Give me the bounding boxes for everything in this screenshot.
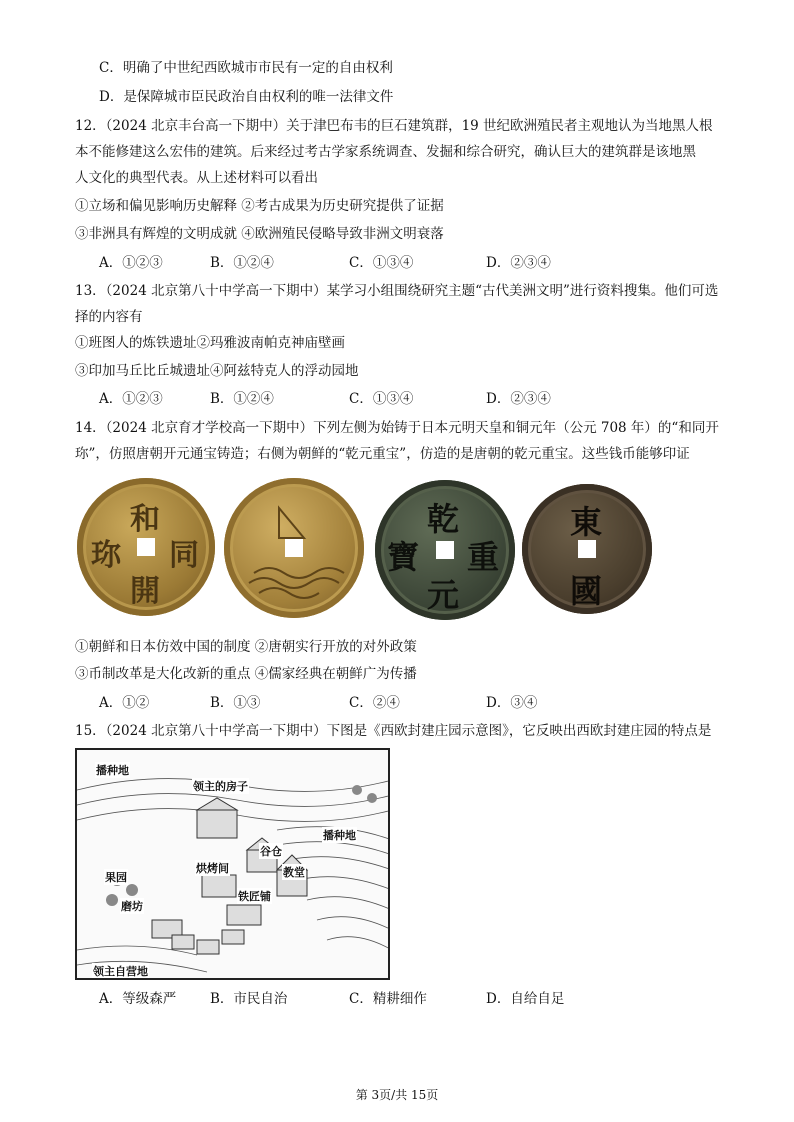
q15-option-a: A．等级森严 <box>99 991 177 1007</box>
q12-stem-line1: 12．（2024 北京丰台高一下期中）关于津巴布韦的巨石建筑群，19 世纪欧洲殖民者主观地认为当地黑人根 <box>75 118 713 134</box>
q14-option-b: B．①③ <box>210 695 261 711</box>
coin-qianyuan-zhongbao <box>375 480 515 620</box>
coin1-char-top: 和 <box>130 502 160 537</box>
q13-stem-line2: 择的内容有 <box>75 309 143 325</box>
map-label-orchard: 果园 <box>105 871 127 884</box>
coin3-char-bottom: 元 <box>427 576 460 614</box>
map-label-mill: 磨坊 <box>121 900 143 913</box>
q12-stem-line3: 人文化的典型代表。从上述材料可以看出 <box>75 170 318 186</box>
map-label-smithy: 铁匠铺 <box>238 890 271 903</box>
coin1-char-left: 珎 <box>91 538 121 573</box>
q12-option-c: C．①③④ <box>349 255 414 271</box>
q13-statements-2: ③印加马丘比丘城遗址④阿兹特克人的浮动园地 <box>75 363 359 379</box>
q14-statements-1: ①朝鲜和日本仿效中国的制度 ②唐朝实行开放的对外政策 <box>75 639 417 655</box>
q12-option-d: D．②③④ <box>486 255 551 271</box>
q13-statements-1: ①班图人的炼铁遗址②玛雅波南帕克神庙壁画 <box>75 335 345 351</box>
q15-option-b: B．市民自治 <box>210 991 288 1007</box>
map-label-bakery: 烘烤间 <box>196 862 229 875</box>
q12-option-a: A．①②③ <box>99 255 163 271</box>
q14-stem-line2: 珎”，仿照唐朝开元通宝铸造；右侧为朝鲜的“乾元重宝”，仿造的是唐朝的乾元重宝。这些钱币能够印证 <box>75 446 690 462</box>
coin3-char-right: 重 <box>467 538 500 576</box>
page-footer: 第 3页/共 15页 <box>355 1088 439 1102</box>
q15-option-c: C．精耕细作 <box>349 991 427 1007</box>
q14-stem-line1: 14．（2024 北京育才学校高一下期中）下列左侧为始铸于日本元明天皇和铜元年（公元 708 年）的“和同开 <box>75 420 719 436</box>
manor-diagram <box>75 748 390 980</box>
coin4-char-bottom: 國 <box>570 572 603 610</box>
q14-option-a: A．①② <box>99 695 150 711</box>
coin3-char-top: 乾 <box>427 500 460 538</box>
map-label-sow-field-2: 播种地 <box>323 829 356 842</box>
q14-statements-2: ③币制改革是大化改新的重点 ④儒家经典在朝鲜广为传播 <box>75 666 417 682</box>
map-label-granary: 谷仓 <box>260 845 282 858</box>
q12-statements-2: ③非洲具有辉煌的文明成就 ④欧洲殖民侵略导致非洲文明衰落 <box>75 226 444 242</box>
q14-option-d: D．③④ <box>486 695 538 711</box>
q12-stem-line2: 本不能修建这么宏伟的建筑。后来经过考古学家系统调查、发掘和综合研究，确认巨大的建筑群是该地黑 <box>75 144 696 160</box>
q15-option-d: D．自给自足 <box>486 991 565 1007</box>
coin-wadokaichin <box>77 478 215 616</box>
coin-square-hole <box>285 539 303 557</box>
map-label-lord-demesne: 领主自营地 <box>93 965 148 978</box>
coin-square-hole <box>436 541 454 559</box>
q13-option-d: D．②③④ <box>486 391 551 407</box>
q12-option-b: B．①②④ <box>210 255 274 271</box>
q13-option-a: A．①②③ <box>99 391 163 407</box>
q11-option-c: C．明确了中世纪西欧城市市民有一定的自由权利 <box>99 60 393 76</box>
q15-stem-line1: 15．（2024 北京第八十中学高一下期中）下图是《西欧封建庄园示意图》，它反映出西欧封建庄园的特点是 <box>75 723 712 739</box>
q14-option-c: C．②④ <box>349 695 400 711</box>
coin-dongguo <box>522 484 652 614</box>
coin1-char-bottom: 開 <box>130 574 160 609</box>
q13-stem-line1: 13．（2024 北京第八十中学高一下期中）某学习小组围绕研究主题“古代美洲文明”进行资料搜集。他们可选 <box>75 283 719 299</box>
coin-wadokaichin-reverse <box>224 478 364 618</box>
coin1-char-right: 同 <box>169 538 199 573</box>
q13-option-b: B．①②④ <box>210 391 274 407</box>
coin3-char-left: 寶 <box>387 538 420 576</box>
map-label-sow-field-1: 播种地 <box>96 764 129 777</box>
map-label-lord-house: 领主的房子 <box>193 780 248 793</box>
q11-option-d: D．是保障城市臣民政治自由权利的唯一法律文件 <box>99 89 394 105</box>
coin-square-hole <box>137 538 155 556</box>
q13-option-c: C．①③④ <box>349 391 414 407</box>
coin4-char-top: 東 <box>570 503 603 541</box>
map-label-church: 教堂 <box>283 866 305 879</box>
q12-statements-1: ①立场和偏见影响历史解释 ②考古成果为历史研究提供了证据 <box>75 198 444 214</box>
